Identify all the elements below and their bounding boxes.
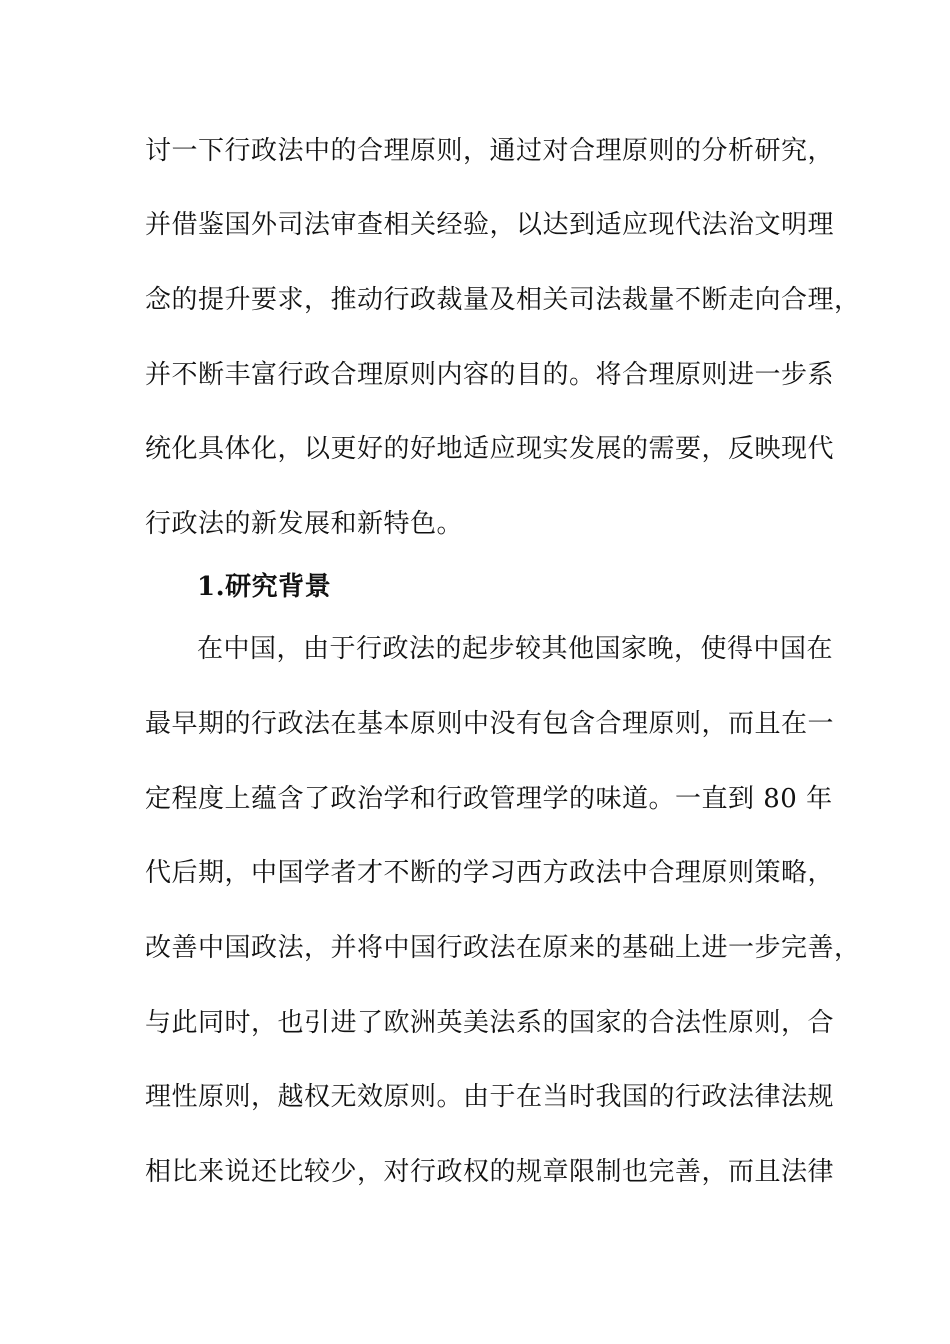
- paragraph-line: 定程度上蕴含了政治学和行政管理学的味道。一直到 80 年: [145, 784, 833, 814]
- paragraph-line: 最早期的行政法在基本原则中没有包含合理原则，而且在一: [145, 709, 835, 739]
- paragraph-line: 并借鉴国外司法审查相关经验，以达到适应现代法治文明理: [145, 210, 835, 240]
- paragraph-line: 代后期，中国学者才不断的学习西方政法中合理原则策略，: [145, 858, 835, 888]
- paragraph-line: 与此同时，也引进了欧洲英美法系的国家的合法性原则，合: [145, 1008, 835, 1038]
- paragraph-line: 行政法的新发展和新特色。: [145, 509, 464, 539]
- paragraph-line: 并不断丰富行政合理原则内容的目的。将合理原则进一步系: [145, 360, 835, 390]
- paragraph-line: 改善中国政法，并将中国行政法在原来的基础上进一步完善，: [145, 933, 861, 963]
- paragraph-line: 理性原则，越权无效原则。由于在当时我国的行政法律法规: [145, 1082, 835, 1112]
- paragraph-line: 念的提升要求，推动行政裁量及相关司法裁量不断走向合理，: [145, 285, 861, 315]
- paragraph-line: 讨一下行政法中的合理原则，通过对合理原则的分析研究，: [145, 136, 835, 166]
- paragraph-line: 在中国，由于行政法的起步较其他国家晚，使得中国在: [197, 634, 834, 664]
- paragraph-line: 相比来说还比较少，对行政权的规章限制也完善，而且法律: [145, 1157, 835, 1187]
- section-heading: 1.研究背景: [197, 572, 332, 602]
- paragraph-line: 统化具体化，以更好的好地适应现实发展的需要，反映现代: [145, 434, 835, 464]
